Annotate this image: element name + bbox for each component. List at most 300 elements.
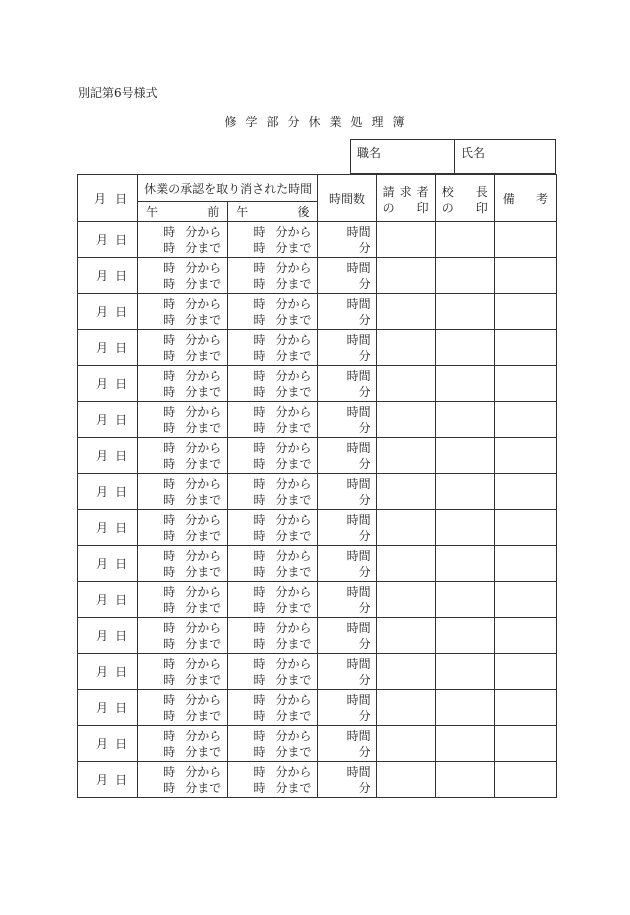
principal-header-char: 印 — [475, 201, 488, 215]
pm-header-left: 午 — [236, 205, 249, 219]
time-line — [228, 672, 317, 688]
remarks-cell[interactable] — [494, 294, 556, 330]
applicant-seal-cell[interactable] — [376, 618, 435, 654]
hours-cell[interactable] — [318, 726, 376, 762]
applicant-seal-cell[interactable] — [376, 294, 435, 330]
am-time-cell[interactable] — [138, 294, 228, 330]
time-line — [228, 780, 317, 796]
table-row — [78, 438, 557, 474]
hour-unit: 時 — [253, 764, 266, 779]
hours-cell[interactable] — [318, 654, 376, 690]
hour-unit: 時 — [253, 512, 266, 527]
hour-unit: 時 — [253, 600, 266, 615]
applicant-header-char: 求 — [399, 185, 412, 199]
hour-unit: 時 — [163, 240, 176, 255]
principal-header-char: 校 — [441, 185, 454, 199]
remarks-cell[interactable] — [494, 258, 556, 294]
hour-unit: 時 — [163, 224, 176, 239]
month-unit: 月 — [96, 773, 109, 787]
principal-seal-cell[interactable] — [435, 402, 494, 438]
date-cell[interactable] — [78, 258, 138, 294]
time-line — [228, 240, 317, 256]
name-field[interactable] — [455, 140, 555, 173]
hour-unit: 時 — [253, 296, 266, 311]
time-line — [138, 512, 227, 528]
hour-unit: 時 — [253, 780, 266, 795]
hours-unit: 時間 — [346, 584, 371, 599]
time-line — [138, 564, 227, 580]
time-line — [228, 512, 317, 528]
date-cell[interactable] — [78, 654, 138, 690]
minute-suffix: 分から — [275, 728, 312, 743]
principal-seal-cell[interactable] — [435, 294, 494, 330]
minute-suffix: 分から — [185, 584, 222, 599]
applicant-seal-cell[interactable] — [376, 726, 435, 762]
minute-suffix: 分まで — [275, 636, 312, 651]
table-row — [78, 618, 557, 654]
pm-time-cell[interactable] — [228, 726, 318, 762]
date-cell[interactable] — [78, 366, 138, 402]
leave-ledger-table — [77, 174, 557, 798]
hour-unit: 時 — [163, 728, 176, 743]
time-line — [138, 368, 227, 384]
principal-seal-cell[interactable] — [435, 474, 494, 510]
am-time-cell[interactable] — [138, 258, 228, 294]
month-unit: 月 — [96, 737, 109, 751]
pm-time-cell[interactable] — [228, 762, 318, 798]
hour-unit: 時 — [163, 636, 176, 651]
am-time-cell[interactable] — [138, 618, 228, 654]
month-unit: 月 — [96, 377, 109, 391]
time-line — [138, 600, 227, 616]
hours-cell[interactable] — [318, 582, 376, 618]
month-unit: 月 — [96, 269, 109, 283]
date-cell[interactable] — [78, 438, 138, 474]
minute-suffix: 分まで — [185, 564, 222, 579]
table-row — [78, 222, 557, 258]
month-unit: 月 — [96, 341, 109, 355]
remarks-cell[interactable] — [494, 474, 556, 510]
hours-unit: 時間 — [346, 656, 371, 671]
am-time-cell[interactable] — [138, 546, 228, 582]
minute-suffix: 分から — [275, 548, 312, 563]
pm-time-cell[interactable] — [228, 510, 318, 546]
pm-time-cell[interactable] — [228, 366, 318, 402]
am-time-cell[interactable] — [138, 654, 228, 690]
principal-seal-cell[interactable] — [435, 330, 494, 366]
time-line — [138, 584, 227, 600]
time-line — [228, 600, 317, 616]
remarks-cell[interactable] — [494, 330, 556, 366]
applicant-seal-cell[interactable] — [376, 510, 435, 546]
hours-cell[interactable] — [318, 258, 376, 294]
time-line — [138, 708, 227, 724]
am-time-cell[interactable] — [138, 474, 228, 510]
hour-unit: 時 — [253, 672, 266, 687]
hours-header: 時間数 — [318, 175, 376, 222]
pm-time-cell[interactable] — [228, 258, 318, 294]
minute-suffix: 分まで — [185, 600, 222, 615]
date-cell[interactable] — [78, 222, 138, 258]
time-line — [228, 708, 317, 724]
minute-suffix: 分まで — [185, 456, 222, 471]
time-line — [138, 548, 227, 564]
minute-suffix: 分から — [185, 728, 222, 743]
date-header — [78, 175, 138, 222]
time-line — [138, 636, 227, 652]
am-time-cell[interactable] — [138, 222, 228, 258]
hour-unit: 時 — [253, 456, 266, 471]
name-label: 氏名 — [461, 146, 486, 160]
hour-unit: 時 — [163, 548, 176, 563]
am-header-right: 前 — [207, 205, 220, 219]
day-unit: 日 — [115, 773, 128, 787]
hours-cell[interactable] — [318, 618, 376, 654]
hour-unit: 時 — [163, 492, 176, 507]
principal-header-char: の — [441, 201, 454, 215]
time-line — [228, 368, 317, 384]
time-line — [138, 440, 227, 456]
principal-seal-cell[interactable] — [435, 618, 494, 654]
principal-seal-cell[interactable] — [435, 726, 494, 762]
minutes-unit: 分 — [358, 636, 371, 651]
minute-suffix: 分まで — [185, 384, 222, 399]
cancelled-time-header: 休業の承認を取り消された時間 — [138, 175, 318, 202]
hour-unit: 時 — [163, 564, 176, 579]
position-field[interactable] — [351, 140, 455, 173]
pm-time-cell[interactable] — [228, 438, 318, 474]
principal-header-char: 長 — [475, 185, 488, 199]
minute-suffix: 分から — [275, 368, 312, 383]
time-line — [228, 332, 317, 348]
hour-unit: 時 — [163, 584, 176, 599]
minute-suffix: 分まで — [275, 420, 312, 435]
minute-suffix: 分まで — [185, 672, 222, 687]
hour-unit: 時 — [253, 260, 266, 275]
date-cell[interactable] — [78, 690, 138, 726]
day-unit: 日 — [115, 665, 128, 679]
hour-unit: 時 — [163, 332, 176, 347]
day-unit: 日 — [115, 737, 128, 751]
pm-time-cell[interactable] — [228, 546, 318, 582]
hours-cell[interactable] — [318, 474, 376, 510]
hour-unit: 時 — [253, 404, 266, 419]
minute-suffix: 分まで — [275, 744, 312, 759]
time-line — [138, 260, 227, 276]
date-header-day: 日 — [115, 191, 128, 206]
day-unit: 日 — [115, 521, 128, 535]
minute-suffix: 分から — [185, 656, 222, 671]
time-line — [228, 548, 317, 564]
date-cell[interactable] — [78, 762, 138, 798]
day-unit: 日 — [115, 341, 128, 355]
hour-unit: 時 — [253, 528, 266, 543]
hour-unit: 時 — [253, 692, 266, 707]
minute-suffix: 分から — [275, 512, 312, 527]
table-row — [78, 258, 557, 294]
hours-unit: 時間 — [346, 476, 371, 491]
applicant-seal-cell[interactable] — [376, 258, 435, 294]
time-line — [138, 656, 227, 672]
principal-seal-cell[interactable] — [435, 546, 494, 582]
minute-suffix: 分から — [185, 224, 222, 239]
remarks-cell[interactable] — [494, 762, 556, 798]
pm-time-cell[interactable] — [228, 582, 318, 618]
am-time-cell[interactable] — [138, 582, 228, 618]
time-line — [228, 476, 317, 492]
hours-cell[interactable] — [318, 402, 376, 438]
am-time-cell[interactable] — [138, 762, 228, 798]
hours-cell[interactable] — [318, 762, 376, 798]
month-unit: 月 — [96, 557, 109, 571]
am-header-left: 午 — [146, 205, 159, 219]
pm-time-cell[interactable] — [228, 618, 318, 654]
hours-unit: 時間 — [346, 512, 371, 527]
remarks-cell[interactable] — [494, 438, 556, 474]
time-line — [228, 728, 317, 744]
principal-seal-cell[interactable] — [435, 654, 494, 690]
remarks-cell[interactable] — [494, 546, 556, 582]
table-row — [78, 294, 557, 330]
hours-cell[interactable] — [318, 438, 376, 474]
pm-time-cell[interactable] — [228, 690, 318, 726]
minute-suffix: 分から — [275, 620, 312, 635]
minute-suffix: 分から — [185, 296, 222, 311]
form-title: 修学部分休業処理簿 — [224, 115, 414, 129]
time-line — [138, 224, 227, 240]
minutes-unit: 分 — [358, 312, 371, 327]
remarks-cell[interactable] — [494, 510, 556, 546]
time-line — [228, 744, 317, 760]
month-unit: 月 — [96, 701, 109, 715]
applicant-seal-cell[interactable] — [376, 762, 435, 798]
pm-time-cell[interactable] — [228, 222, 318, 258]
applicant-seal-cell[interactable] — [376, 438, 435, 474]
minutes-unit: 分 — [358, 384, 371, 399]
remarks-cell[interactable] — [494, 402, 556, 438]
time-line — [228, 492, 317, 508]
minutes-unit: 分 — [358, 564, 371, 579]
minute-suffix: 分から — [185, 476, 222, 491]
date-cell[interactable] — [78, 546, 138, 582]
month-unit: 月 — [96, 665, 109, 679]
month-unit: 月 — [96, 485, 109, 499]
hour-unit: 時 — [253, 636, 266, 651]
time-line — [228, 384, 317, 400]
hour-unit: 時 — [253, 744, 266, 759]
am-time-cell[interactable] — [138, 366, 228, 402]
minute-suffix: 分まで — [275, 708, 312, 723]
principal-seal-cell[interactable] — [435, 690, 494, 726]
time-line — [138, 764, 227, 780]
principal-seal-cell[interactable] — [435, 762, 494, 798]
pm-time-cell[interactable] — [228, 474, 318, 510]
date-cell[interactable] — [78, 618, 138, 654]
hour-unit: 時 — [253, 440, 266, 455]
applicant-seal-cell[interactable] — [376, 366, 435, 402]
minute-suffix: 分まで — [275, 528, 312, 543]
date-cell[interactable] — [78, 726, 138, 762]
am-time-cell[interactable] — [138, 510, 228, 546]
am-time-cell[interactable] — [138, 690, 228, 726]
principal-seal-cell[interactable] — [435, 582, 494, 618]
time-line — [228, 348, 317, 364]
date-cell[interactable] — [78, 330, 138, 366]
hours-unit: 時間 — [346, 764, 371, 779]
minute-suffix: 分まで — [185, 528, 222, 543]
remarks-cell[interactable] — [494, 366, 556, 402]
day-unit: 日 — [115, 701, 128, 715]
date-cell[interactable] — [78, 402, 138, 438]
applicant-seal-cell[interactable] — [376, 654, 435, 690]
minute-suffix: 分から — [275, 440, 312, 455]
remarks-cell[interactable] — [494, 654, 556, 690]
hour-unit: 時 — [163, 312, 176, 327]
minutes-unit: 分 — [358, 600, 371, 615]
table-row — [78, 726, 557, 762]
time-line — [138, 528, 227, 544]
time-line — [228, 636, 317, 652]
pm-time-cell[interactable] — [228, 294, 318, 330]
table-row — [78, 366, 557, 402]
time-line — [138, 240, 227, 256]
hours-unit: 時間 — [346, 260, 371, 275]
remarks-cell[interactable] — [494, 582, 556, 618]
pm-time-cell[interactable] — [228, 402, 318, 438]
minute-suffix: 分から — [185, 620, 222, 635]
principal-seal-cell[interactable] — [435, 258, 494, 294]
minute-suffix: 分まで — [275, 600, 312, 615]
remarks-cell[interactable] — [494, 618, 556, 654]
hours-unit: 時間 — [346, 620, 371, 635]
remarks-cell[interactable] — [494, 222, 556, 258]
minute-suffix: 分から — [275, 404, 312, 419]
month-unit: 月 — [96, 521, 109, 535]
am-time-cell[interactable] — [138, 438, 228, 474]
hour-unit: 時 — [253, 312, 266, 327]
applicant-seal-cell[interactable] — [376, 546, 435, 582]
time-line — [228, 440, 317, 456]
applicant-seal-cell[interactable] — [376, 330, 435, 366]
hour-unit: 時 — [163, 348, 176, 363]
minutes-unit: 分 — [358, 240, 371, 255]
minute-suffix: 分まで — [275, 384, 312, 399]
month-unit: 月 — [96, 593, 109, 607]
minute-suffix: 分まで — [275, 564, 312, 579]
applicant-seal-cell[interactable] — [376, 402, 435, 438]
principal-seal-cell[interactable] — [435, 366, 494, 402]
minute-suffix: 分まで — [275, 312, 312, 327]
hour-unit: 時 — [163, 260, 176, 275]
hour-unit: 時 — [253, 492, 266, 507]
time-line — [228, 620, 317, 636]
minute-suffix: 分から — [275, 584, 312, 599]
principal-seal-cell[interactable] — [435, 222, 494, 258]
applicant-header-char: の — [382, 201, 395, 215]
time-line — [228, 456, 317, 472]
time-line — [228, 692, 317, 708]
hours-cell[interactable] — [318, 510, 376, 546]
remarks-cell[interactable] — [494, 726, 556, 762]
minute-suffix: 分まで — [275, 348, 312, 363]
remarks-header-char: 考 — [535, 191, 548, 206]
day-unit: 日 — [115, 269, 128, 283]
minute-suffix: 分から — [275, 476, 312, 491]
hour-unit: 時 — [253, 584, 266, 599]
pm-time-cell[interactable] — [228, 330, 318, 366]
am-time-cell[interactable] — [138, 330, 228, 366]
minute-suffix: 分まで — [275, 492, 312, 507]
minutes-unit: 分 — [358, 420, 371, 435]
hours-unit: 時間 — [346, 296, 371, 311]
applicant-seal-cell[interactable] — [376, 690, 435, 726]
hour-unit: 時 — [163, 512, 176, 527]
hour-unit: 時 — [253, 420, 266, 435]
am-time-cell[interactable] — [138, 726, 228, 762]
minutes-unit: 分 — [358, 744, 371, 759]
hour-unit: 時 — [253, 384, 266, 399]
applicant-header-char: 印 — [416, 201, 429, 215]
pm-header — [228, 202, 318, 222]
date-cell[interactable] — [78, 474, 138, 510]
hour-unit: 時 — [253, 708, 266, 723]
hour-unit: 時 — [163, 764, 176, 779]
time-line — [138, 384, 227, 400]
minutes-unit: 分 — [358, 276, 371, 291]
am-time-cell[interactable] — [138, 402, 228, 438]
applicant-seal-cell[interactable] — [376, 474, 435, 510]
principal-seal-cell[interactable] — [435, 510, 494, 546]
time-line — [228, 224, 317, 240]
table-row — [78, 330, 557, 366]
principal-seal-cell[interactable] — [435, 438, 494, 474]
time-line — [228, 564, 317, 580]
pm-time-cell[interactable] — [228, 654, 318, 690]
time-line — [138, 420, 227, 436]
minute-suffix: 分まで — [275, 456, 312, 471]
applicant-seal-cell[interactable] — [376, 222, 435, 258]
table-row — [78, 690, 557, 726]
hour-unit: 時 — [163, 440, 176, 455]
principal-seal-header — [435, 175, 494, 222]
day-unit: 日 — [115, 413, 128, 427]
minute-suffix: 分まで — [275, 240, 312, 255]
time-line — [138, 728, 227, 744]
hours-cell[interactable] — [318, 546, 376, 582]
hours-cell[interactable] — [318, 690, 376, 726]
date-cell[interactable] — [78, 510, 138, 546]
remarks-cell[interactable] — [494, 690, 556, 726]
hour-unit: 時 — [253, 276, 266, 291]
minutes-unit: 分 — [358, 492, 371, 507]
hours-cell[interactable] — [318, 366, 376, 402]
hour-unit: 時 — [163, 476, 176, 491]
time-line — [138, 620, 227, 636]
time-line — [138, 672, 227, 688]
minute-suffix: 分から — [275, 332, 312, 347]
hour-unit: 時 — [253, 476, 266, 491]
hours-cell[interactable] — [318, 294, 376, 330]
date-cell[interactable] — [78, 294, 138, 330]
day-unit: 日 — [115, 557, 128, 571]
minute-suffix: 分から — [275, 692, 312, 707]
hours-cell[interactable] — [318, 330, 376, 366]
time-line — [228, 656, 317, 672]
time-line — [138, 492, 227, 508]
hours-cell[interactable] — [318, 222, 376, 258]
date-cell[interactable] — [78, 582, 138, 618]
applicant-seal-cell[interactable] — [376, 582, 435, 618]
